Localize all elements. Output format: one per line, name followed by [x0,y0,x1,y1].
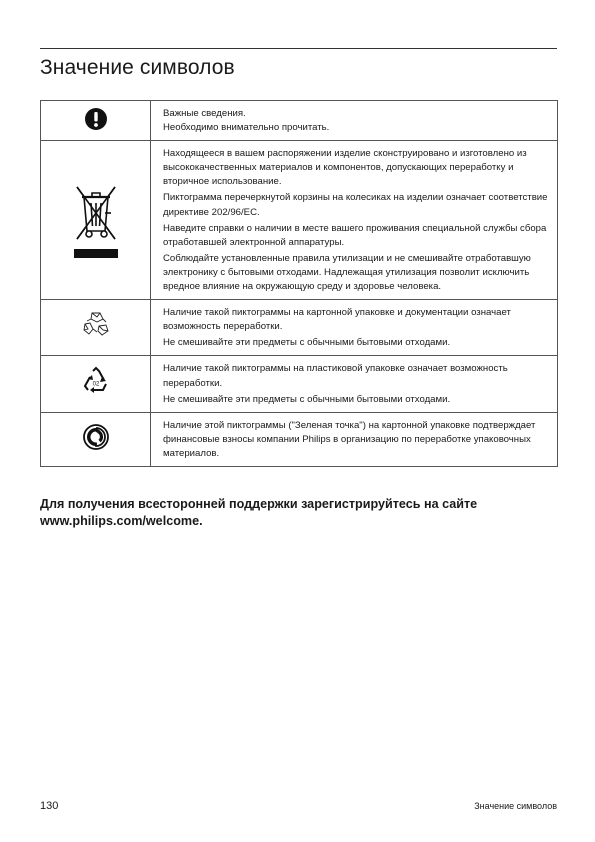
description-text: Наличие такой пиктограммы на пластиковой упаковке означает возможность переработки. [163,363,508,389]
icon-cell [41,300,151,356]
icon-cell [41,101,151,141]
table-row [41,356,558,412]
important-info-icon [85,108,107,130]
page-number: 130 [40,800,59,812]
footer-section-title: Значение символов [474,801,557,811]
description-cell [151,101,558,141]
plastic-recycling-icon [82,366,110,394]
crossed-bin-icon [73,181,119,259]
icon-cell [41,356,151,412]
table-row [41,412,558,466]
description-text: Не смешивайте эти предметы с обычными бытовыми отходами. [163,337,451,349]
description-text: Наличие такой пиктограммы на картонной упаковке и документации означает возможность переработки. [163,307,511,333]
table-row [41,101,558,141]
description-text: Наличие этой пиктограммы ("Зеленая точка") на картонной упаковке подтверждает финансовые взносы компании Philips в организацию по переработке упаковочных материалов. [163,419,536,459]
icon-cell [41,141,151,300]
description-cell [151,356,558,412]
description-text: Пиктограмма перечеркнутой корзины на колесиках на изделии означает соответствие директиве 202/96/EC. [163,192,548,218]
icon-cell [41,412,151,466]
cardboard-recycling-icon [82,310,110,338]
header-rule [40,48,557,49]
description-text: Наведите справки о наличии в месте вашего проживания специальной службы сбора отработавшей электронной аппаратуры. [163,222,547,248]
description-cell [151,412,558,466]
green-dot-icon [83,424,109,450]
description-text: Соблюдайте установленные правила утилизации и не смешивайте отработавшую электронику с бытовыми отходами. Надлежащая утилизация позволит исключить вредное влияние на окружающую среду и здоровье человека. [163,252,531,293]
plastic-code: 02 [92,381,99,388]
description-cell [151,300,558,356]
table-row [41,300,558,356]
description-text: Важные сведения. Необходимо внимательно прочитать. [163,108,330,134]
table-row [41,141,558,300]
page-title: Значение символов [40,56,235,79]
description-text: Не смешивайте эти предметы с обычными бытовыми отходами. [163,393,451,405]
description-cell [151,141,558,300]
description-text: Находящееся в вашем распоряжении изделие сконструировано и изготовлено из высококачественных материалов и компонентов, допускающих переработку и вторичное использование. [163,148,527,188]
support-note: Для получения всесторонней поддержки зарегистрируйтесь на сайте www.philips.com/welcome. [40,497,478,528]
symbols-table [40,100,558,467]
